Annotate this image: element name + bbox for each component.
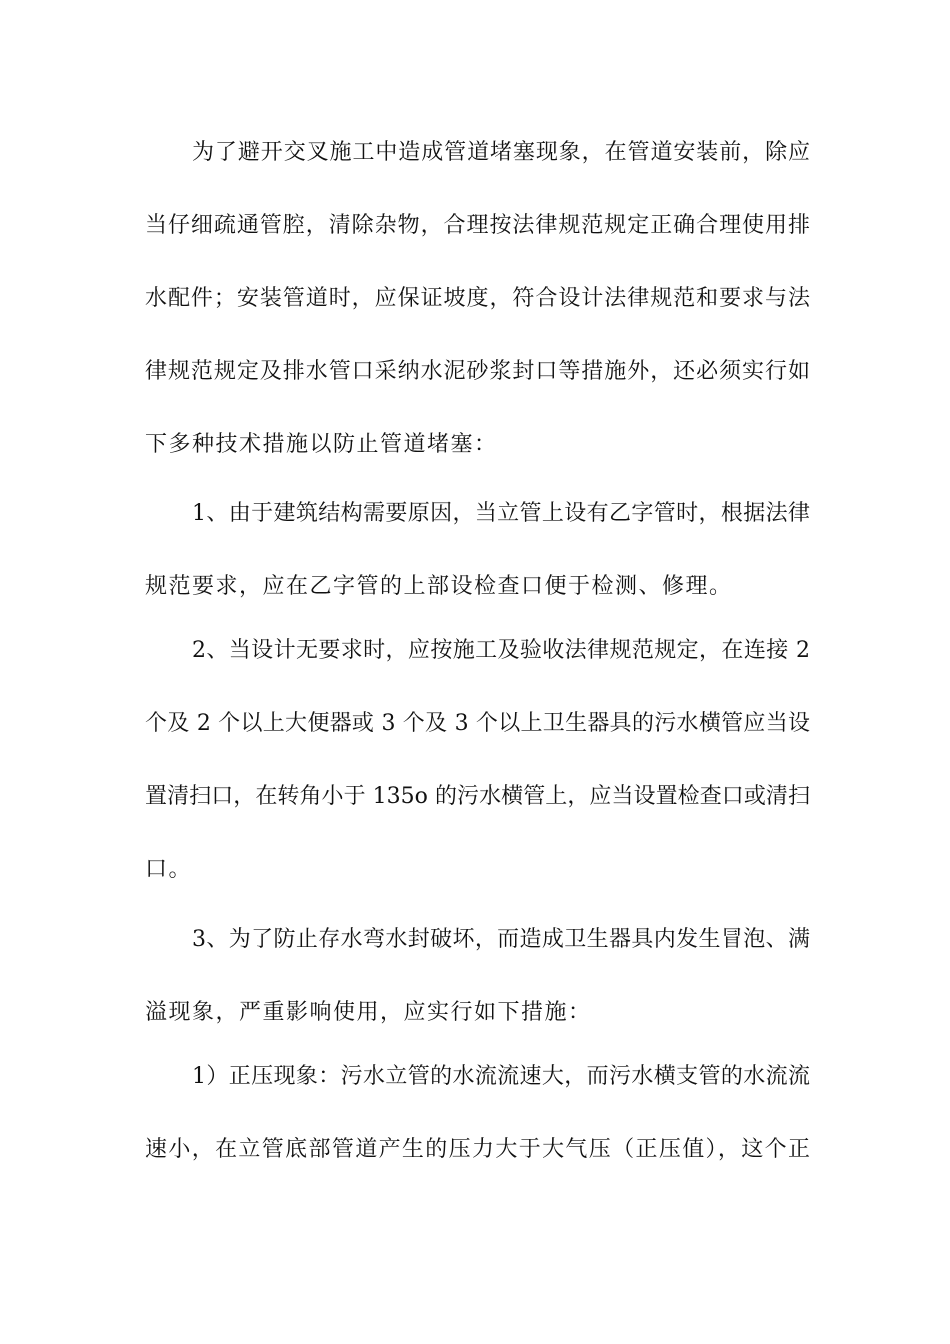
item-1-line-2: 规范要求，应在乙字管的上部设检查口便于检测、修理。 [145,574,733,599]
item-2-line-2: 个及 2 个以上大便器或 3 个及 3 个以上卫生器具的污水横管应当设 [145,711,810,736]
item-3-line-2: 溢现象，严重影响使用，应实行如下措施： [145,1000,592,1025]
item-2-line-3: 置清扫口，在转角小于 135o 的污水横管上，应当设置检查口或清扫 [145,784,810,809]
paragraph-1-line-2: 当仔细疏通管腔，清除杂物，合理按法律规范规定正确合理使用排 [145,213,810,238]
subitem-1-line-1: 1）正压现象：污水立管的水流流速大，而污水横支管的水流流 [192,1064,810,1089]
item-1-line-1: 1、由于建筑结构需要原因，当立管上设有乙字管时，根据法律 [192,501,810,526]
item-2-line-1: 2、当设计无要求时，应按施工及验收法律规范规定，在连接 2 [192,638,810,663]
subitem-1-line-2: 速小，在立管底部管道产生的压力大于大气压（正压值），这个正 [145,1137,810,1162]
paragraph-1-line-5: 下多种技术措施以防止管道堵塞： [145,432,498,457]
paragraph-1-line-3: 水配件；安装管道时，应保证坡度，符合设计法律规范和要求与法 [145,286,810,311]
item-3-line-1: 3、为了防止存水弯水封破坏，而造成卫生器具内发生冒泡、满 [192,927,810,952]
item-2-line-4: 口。 [145,857,193,882]
paragraph-1-line-4: 律规范规定及排水管口采纳水泥砂浆封口等措施外，还必须实行如 [145,359,810,384]
paragraph-1-line-1: 为了避开交叉施工中造成管道堵塞现象，在管道安装前，除应 [192,140,810,165]
